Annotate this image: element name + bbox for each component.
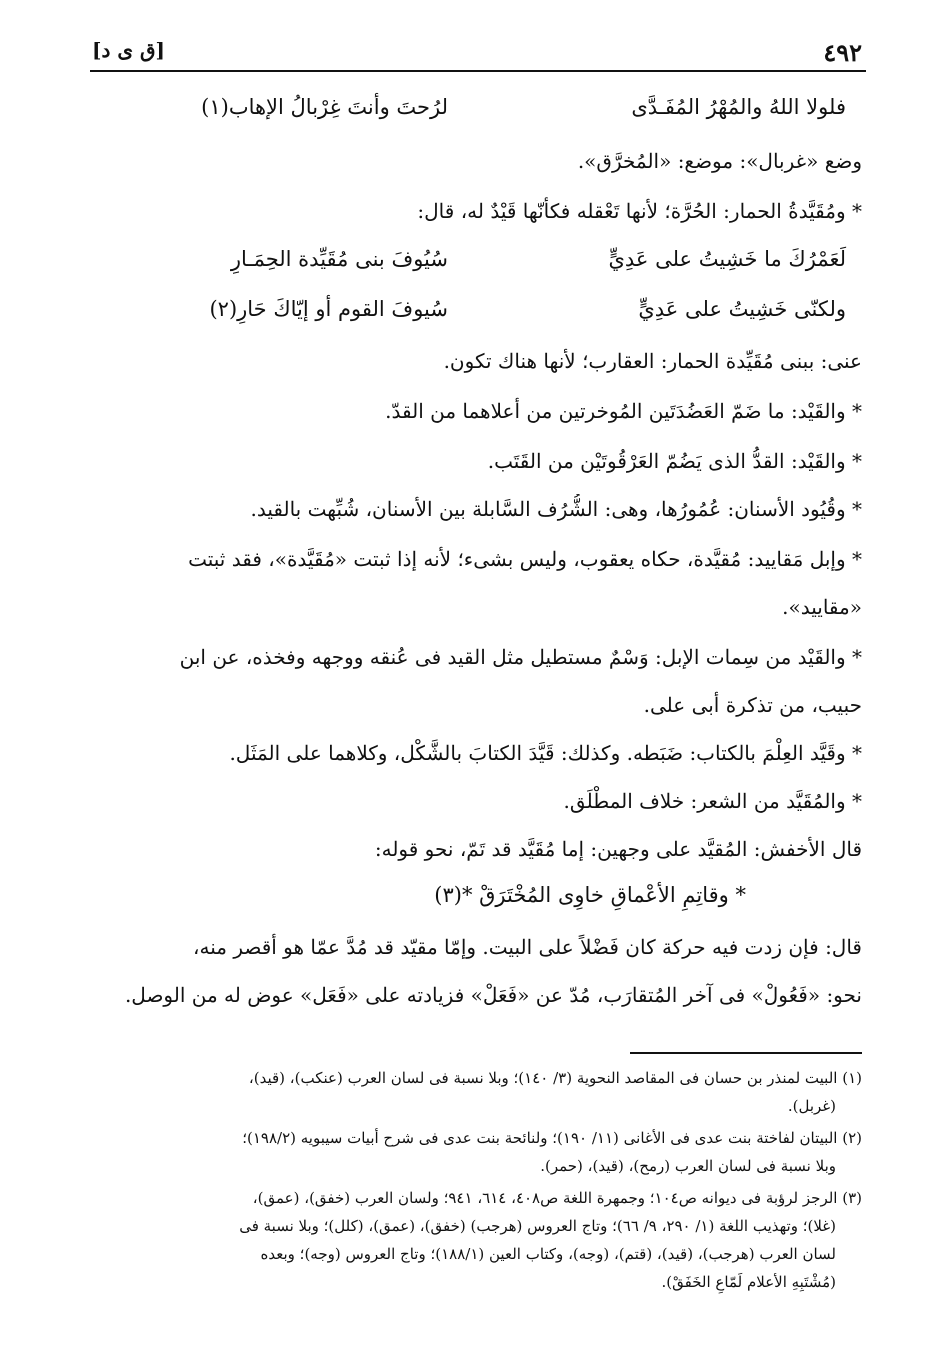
paragraph: * وإبل مَقاييد: مُقيَّدة، حكاه يعقوب، وليس بشىء؛ لأنه إذا ثبتت «مُقَيَّدة»، فقد ثبتت [188,547,862,571]
footnote-3: (٣) الرجز لرؤبة فى ديوانه ص١٠٤؛ وجمهرة اللغة ص٤٠٨، ٦١٤، ٩٤١؛ ولسان العرب (خفق)، (عمق)، [252,1189,862,1207]
paragraph: * والقَيْد من سِمات الإبل: وَسْمٌ مستطيل مثل القيد فى عُنقه ووجهه وفخذه، عن ابن [179,645,862,669]
paragraph-continuation: «مقاييد». [782,595,862,619]
rajaz-verse: * وقاتِمِ الأعْماقِ خاوِى المُخْتَرَقْ *(٣) [434,883,746,907]
header-rule [90,70,866,72]
footnote-3-continuation: لسان العرب (هرجب)، (قيد)، (قتم)، (وجه)، وكتاب العين (١٨٨/١)؛ وتاج العروس (وجه)؛ وبعده [260,1245,836,1263]
verse-3-first-hemistich: ولكنّى خَشِيتُ على عَدِيٍّ [638,297,846,321]
footnote-1-continuation: (غربل). [787,1097,836,1115]
page-number: ٤٩٢ [823,38,862,67]
paragraph: * وقَيَّد العِلْمَ بالكتاب: ضَبَطه. وكذلك: قَيَّدَ الكتابَ بالشَّكْل، وكلاهما على المَثَل. [229,741,862,765]
paragraph: * وقُيُود الأسنان: عُمُورُها، وهى: الشُّرُف السَّابلة بين الأسنان، شُبِّهت بالقيد. [250,497,862,521]
verse-3-second-hemistich: سُيوفَ القوم أو إيّاكَ حَارِ(٢) [209,297,448,321]
footnote-3-continuation: (مُشْتَبِهِ الأعلام لَمّاعِ الخَفَقْ). [661,1273,836,1291]
paragraph: عنى: ببنى مُقَيِّدة الحمار: العقارب؛ لأنها هناك تكون. [443,349,862,373]
paragraph: وضع «غربال»: موضع: «المُخرَّق». [577,149,862,173]
verse-1-first-hemistich: فلولا اللهُ والمُهْرُ المُفَـدَّى [631,95,846,119]
footnote-3-continuation: (غلا)؛ وتهذيب اللغة (١/ ٢٩٠، ٩/ ٦٦)؛ وتاج العروس (هرجب) (خفق)، (عمق)، (كلل)؛ وبلا نسبة فى [239,1217,836,1235]
verse-1-second-hemistich: لرُحتَ وأنتَ غِرْبالُ الإهاب(١) [201,95,448,119]
paragraph: قال الأخفش: المُقيَّد على وجهين: إما مُقَيَّد قد تَمّ، نحو قوله: [374,837,862,861]
footnote-2: (٢) البيتان لفاختة بنت عدى فى الأغانى (١١/ ١٩٠)؛ ولنائحة بنت عدى فى شرح أبيات سيبويه (١٩٨/٢)؛ [242,1129,862,1147]
paragraph: قال: فإن زدت فيه حركة كان فَضْلاً على البيت. وإمّا مقيّد قد مُدَّ عمّا هو أقصر منه، [193,935,862,959]
paragraph: * ومُقَيَّدةُ الحمار: الحُرَّة؛ لأنها تَعْقله فكأنّها قَيْدٌ له، قال: [417,199,862,223]
paragraph-continuation: حبيب، من تذكرة أبى على. [643,693,862,717]
paragraph: * والمُقَيَّد من الشعر: خلاف المطْلَق. [563,789,862,813]
verse-2-second-hemistich: سُيُوفَ بنى مُقَيِّدة الحِمَـارِ [230,247,448,271]
footnote-1: (١) البيت لمنذر بن حسان فى المقاصد النحوية (٣/ ١٤٠)؛ وبلا نسبة فى لسان العرب (عنكب)، (قيد)، [248,1069,862,1087]
paragraph: * والقَيْد: القدُّ الذى يَضُمّ العَرْقُوتَيْن من القَتَب. [487,449,862,473]
footnote-2-continuation: وبلا نسبة فى لسان العرب (رمح)، (قيد)، (حمر). [540,1157,836,1175]
paragraph-continuation: نحو: «فَعُولْ» فى آخر المُتقارَب، مُدّ عن «فَعَلْ» فزيادته على «فَعَل» عوض له من الوصل. [124,983,862,1007]
footnote-rule [630,1052,862,1054]
verse-2-first-hemistich: لَعَمْرُكَ ما خَشِيتُ على عَدِيٍّ [608,247,846,271]
paragraph: * والقَيْد: ما ضَمّ العَضُدَتَين المُوخرتين من أعلاهما من القدّ. [385,399,862,423]
root-heading: [ق ى د] [92,38,165,62]
